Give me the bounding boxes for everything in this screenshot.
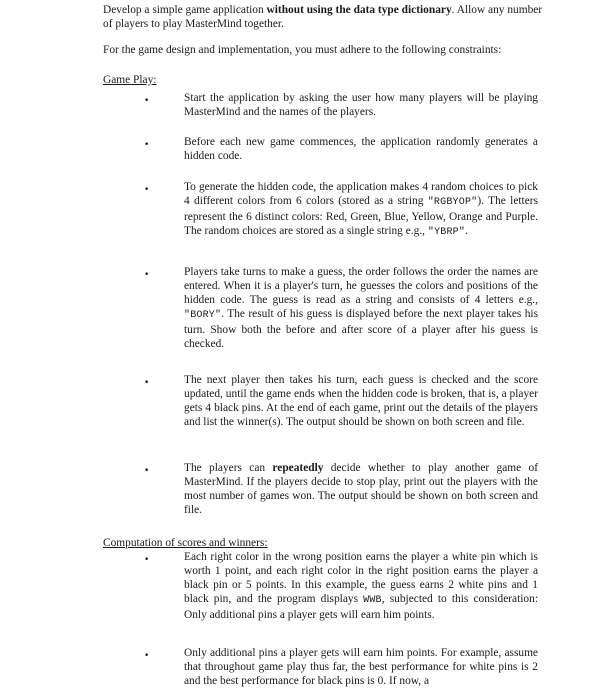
bullet-icon: • bbox=[144, 466, 150, 476]
bullet-icon: • bbox=[144, 651, 150, 661]
code-string: "RGBYOP" bbox=[427, 197, 478, 208]
game-play-item: Before each new game commences, the application randomly generates a hidden code. bbox=[184, 136, 538, 162]
bullet-icon: • bbox=[144, 185, 150, 195]
bullet-icon: • bbox=[144, 270, 150, 280]
code-string: "YBRP" bbox=[427, 227, 466, 238]
bullet-icon: • bbox=[144, 140, 150, 150]
computation-item: Each right color in the wrong position earns the player a white pin which is worth 1 point, and each right color in the right position earns the player a black pin or 5 points. In this example, the guess earns 2 white pins and 1 black pin, and the program displays WWB, subjected to this consideration: Only additional pins a player gets will earn him points. bbox=[184, 551, 538, 621]
bold-word: repeatedly bbox=[272, 462, 324, 474]
game-play-item: The next player then takes his turn, each guess is checked and the score updated, until the game ends when the hidden code is broken, that is, a player gets 4 black pins. At the end of each game, print out the details of the players and list the winner(s). The output should be shown on both screen and file. bbox=[184, 374, 538, 428]
game-play-heading: Game Play: bbox=[103, 74, 157, 86]
game-play-item: Start the application by asking the user how many players will be playing MasterMind and the names of the players. bbox=[184, 92, 538, 118]
intro-paragraph: Develop a simple game application without using the data type dictionary. Allow any number of players to play MasterMind together. bbox=[103, 4, 543, 30]
computation-heading: Computation of scores and winners: bbox=[103, 537, 268, 549]
game-play-item: To generate the hidden code, the application makes 4 random choices to pick 4 different colors from 6 colors (stored as a string "RGBYOP"). The letters represent the 6 distinct colors: Red, Green, Blue, Yellow, Orange and Purple. The random choices are stored as a single string e.g., "YBRP". bbox=[184, 181, 538, 238]
bullet-icon: • bbox=[144, 555, 150, 565]
computation-item: Only additional pins a player gets will earn him points. For example, assume that throughout game play thus far, the best performance for white pins is 2 and the best performance for black pins is 0. If now, a bbox=[184, 647, 538, 687]
game-play-item: The players can repeatedly decide whether to play another game of MasterMind. If the players decide to stop play, print out the players with the most number of games won. The output should be shown on both screen and file. bbox=[184, 462, 539, 516]
code-string: "BORY" bbox=[184, 310, 222, 321]
bullet-icon: • bbox=[144, 378, 150, 388]
constraints-paragraph: For the game design and implementation, you must adhere to the following constraints: bbox=[103, 44, 502, 56]
code-string: WWB bbox=[363, 595, 382, 606]
game-play-item: Players take turns to make a guess, the order follows the order the names are entered. When it is a player's turn, he guesses the colors and positions of the hidden code. The guess is read as a string and consists of 4 letters e.g., "BORY". The result of his guess is displayed before the next player takes his turn. Show both the before and after score of a player after his guess is checked. bbox=[184, 266, 538, 350]
intro-bold-phrase: without using the data type dictionary bbox=[266, 4, 452, 16]
bullet-icon: • bbox=[144, 96, 150, 106]
